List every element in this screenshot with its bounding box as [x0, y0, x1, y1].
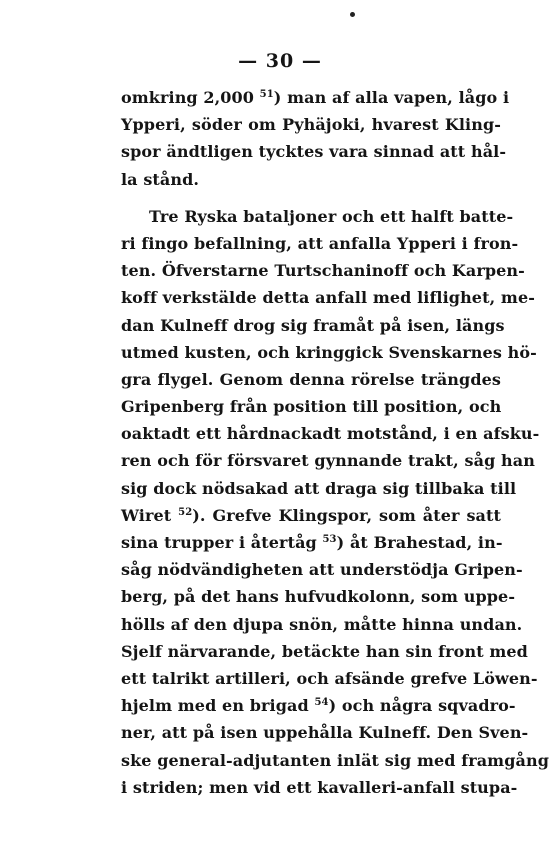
footnote-reference: 51	[259, 89, 274, 100]
text-line	[121, 230, 519, 257]
line-text: Gripenberg från position till position, och	[121, 397, 502, 417]
footnote-reference: 54	[314, 697, 329, 709]
line-text: Tre Ryska bataljoner och ett halft batte-	[149, 206, 514, 226]
line-text: spor ändtligen tycktes vara sinnad att hål-	[121, 142, 507, 162]
line-text: såg nödvändigheten att understödja Gripen-	[121, 560, 523, 580]
line-text: Ypperi, söder om Pyhäjoki, hvarest Kling-	[121, 115, 501, 135]
line-text: ten. Öfverstarne Turtschaninoff och Karpen-	[121, 261, 525, 281]
line-text: dan Kulneff drog sig framåt på isen, längs	[121, 315, 505, 335]
text-line	[121, 420, 540, 447]
text-line	[121, 257, 525, 284]
text-line	[121, 339, 537, 366]
line-text: Wiret	[121, 505, 179, 525]
text-line	[121, 502, 501, 529]
line-text: hjelm med en brigad	[121, 696, 315, 716]
body-text	[121, 84, 549, 801]
line-text: gra flygel. Genom denna rörelse trängdes	[121, 369, 501, 389]
text-line	[121, 312, 505, 339]
text-line	[121, 774, 518, 801]
line-text: berg, på det hans hufvudkolonn, som uppe-	[121, 587, 516, 607]
text-line	[121, 393, 501, 420]
text-line	[121, 719, 529, 746]
line-text-continued: ) man af alla vapen, lågo i	[273, 88, 510, 107]
line-text-continued: ) åt Brahestad, in-	[336, 533, 503, 552]
text-line	[121, 166, 501, 193]
text-line	[121, 611, 523, 638]
text-line	[121, 366, 501, 393]
text-line	[121, 583, 516, 610]
line-text: ett talrikt artilleri, och afsände grefve Löwen-	[121, 668, 538, 688]
text-line	[121, 138, 507, 165]
line-text: ske general-adjutanten inlät sig med framgång	[121, 750, 549, 770]
line-text: Sjelf närvarande, betäckte han sin front med	[121, 641, 528, 661]
line-text-continued: ) och några sqvadro-	[328, 696, 516, 716]
footnote-reference: 53	[322, 534, 337, 545]
line-text: koff verkstälde detta anfall med liflighet, me-	[121, 288, 535, 308]
page-number: — 30 —	[238, 50, 322, 72]
line-text: sina trupper i återtåg	[121, 533, 323, 552]
line-text: ner, att på isen uppehålla Kulneff. Den Sven-	[121, 723, 529, 743]
text-line	[121, 692, 516, 719]
text-line	[121, 638, 528, 665]
text-line	[121, 665, 538, 692]
text-line	[121, 203, 514, 230]
text-line	[121, 556, 523, 583]
text-line	[121, 529, 501, 556]
line-text: omkring 2,000	[121, 88, 260, 107]
line-text: ri fingo befallning, att anfalla Ypperi i fron-	[121, 233, 519, 253]
line-text: i striden; men vid ett kavalleri-anfall stupa-	[121, 777, 518, 797]
text-line	[121, 475, 517, 502]
text-line	[121, 284, 535, 311]
line-text-continued: ). Grefve Klingspor, som åter satt	[192, 505, 501, 525]
footnote-reference: 52	[178, 506, 193, 518]
line-text: sig dock nödsakad att draga sig tillbaka till	[121, 478, 517, 498]
line-text: oaktadt ett hårdnackadt motstånd, i en afsku-	[121, 424, 540, 444]
line-text: ren och för försvaret gynnande trakt, såg han	[121, 451, 535, 471]
text-line	[121, 111, 501, 138]
printed-dot-mark	[350, 12, 355, 17]
line-text: la stånd.	[121, 169, 200, 189]
text-line	[121, 747, 549, 774]
line-text: utmed kusten, och kringgick Svenskarnes hö-	[121, 342, 537, 362]
text-line	[121, 84, 510, 111]
line-text: hölls af den djupa snön, måtte hinna undan.	[121, 614, 523, 634]
text-line	[121, 447, 535, 474]
